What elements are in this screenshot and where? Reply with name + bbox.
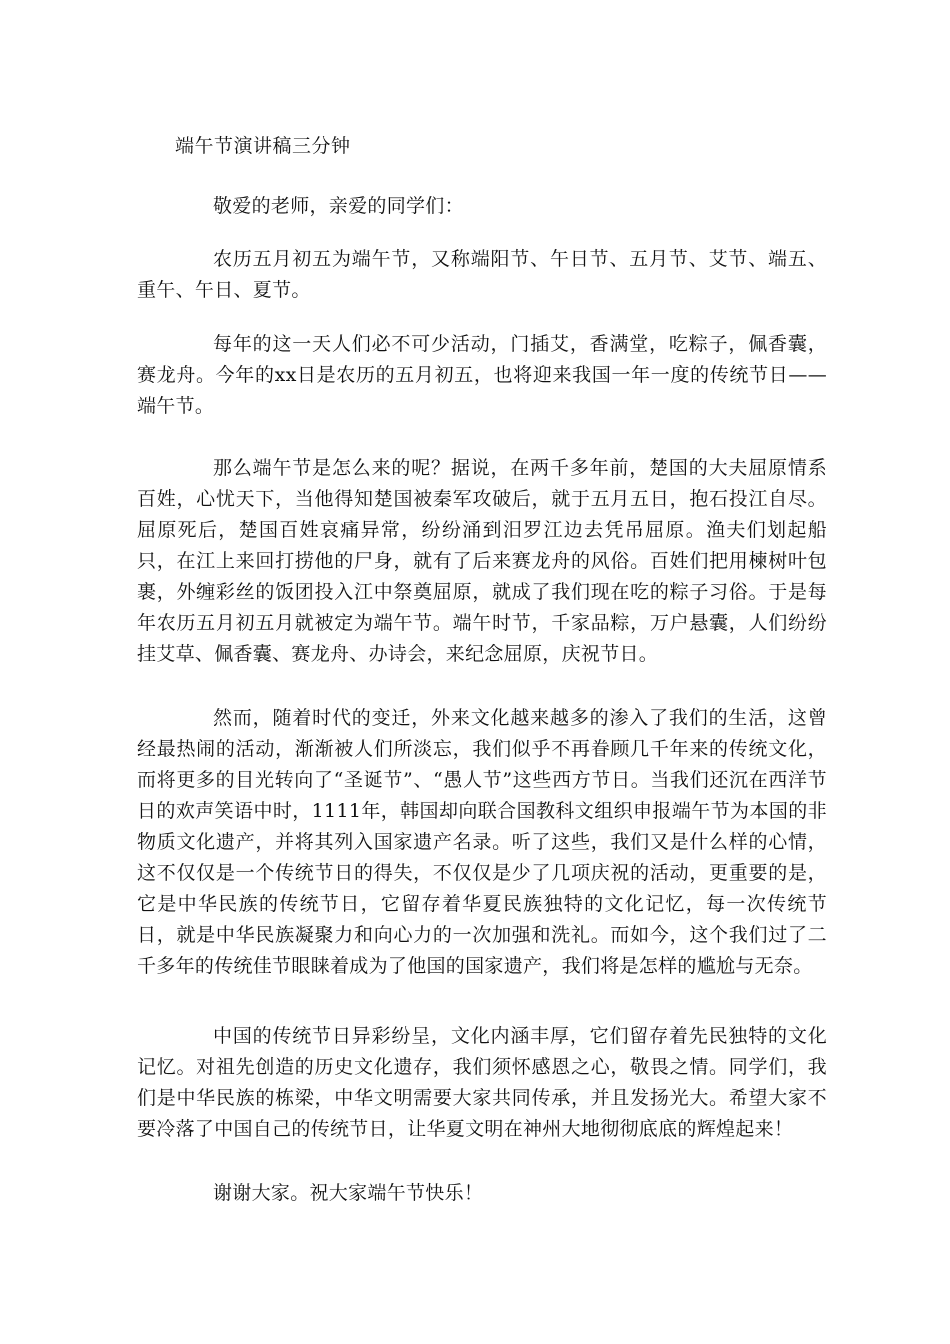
paragraph-4: 然而，随着时代的变迁，外来文化越来越多的渗入了我们的生活，这曾经最热闹的活动，渐渐被人们所淡忘，我们似乎不再眷顾几千年来的传统文化，而将更多的目光转向了“圣诞节”、“愚人节”这些西方节日。当我们还沉在西洋节日的欢声笑语中时，1111年，韩国却向联合国教科文组织申报端午节为本国的非物质文化遗产，并将其列入国家遗产名录。听了这些，我们又是什么样的心情，这不仅仅是一个传统节日的得失，不仅仅是少了几项庆祝的活动，更重要的是，它是中华民族的传统节日，它留存着华夏民族独特的文化记忆，每一次传统节日，就是中华民族凝聚力和向心力的一次加强和洗礼。而如今，这个我们过了二千多年的传统佳节眼睐着成为了他国的国家遗产，我们将是怎样的尴尬与无奈。 xyxy=(137,707,827,977)
paragraph-1: 农历五月初五为端午节，又称端阳节、午日节、五月节、艾节、端五、重午、午日、夏节。 xyxy=(137,248,827,301)
document-title: 端午节演讲稿三分钟 xyxy=(175,135,351,157)
closing-line: 谢谢大家。祝大家端午节快乐！ xyxy=(213,1182,484,1204)
paragraph-2: 每年的这一天人们必不可少活动，门插艾，香满堂，吃粽子，佩香囊，赛龙舟。今年的xx日是农历的五月初五，也将迎来我国一年一度的传统节日——端午节。 xyxy=(137,333,827,417)
paragraph-3: 那么端午节是怎么来的呢？据说，在两千多年前，楚国的大夫屈原情系百姓，心忧天下，当他得知楚国被秦军攻破后，就于五月五日，抱石投江自尽。屈原死后，楚国百姓哀痛异常，纷纷涌到汨罗江边去凭吊屈原。渔夫们划起船只，在江上来回打捞他的尸身，就有了后来赛龙舟的风俗。百姓们把用楝树叶包裹，外缠彩丝的饭团投入江中祭奠屈原，就成了我们现在吃的粽子习俗。于是每年农历五月初五月就被定为端午节。端午时节，千家品粽，万户悬囊，人们纷纷挂艾草、佩香囊、赛龙舟、办诗会，来纪念屈原，庆祝节日。 xyxy=(137,457,827,665)
greeting: 敬爱的老师，亲爱的同学们： xyxy=(213,195,464,217)
paragraph-5: 中国的传统节日异彩纷呈，文化内涵丰厚，它们留存着先民独特的文化记忆。对祖先创造的历史文化遗存，我们须怀感恩之心，敬畏之情。同学们，我们是中华民族的栋梁，中华文明需要大家共同传承，并且发扬光大。希望大家不要冷落了中国自己的传统节日，让华夏文明在神州大地彻彻底底的辉煌起来！ xyxy=(137,1025,827,1140)
